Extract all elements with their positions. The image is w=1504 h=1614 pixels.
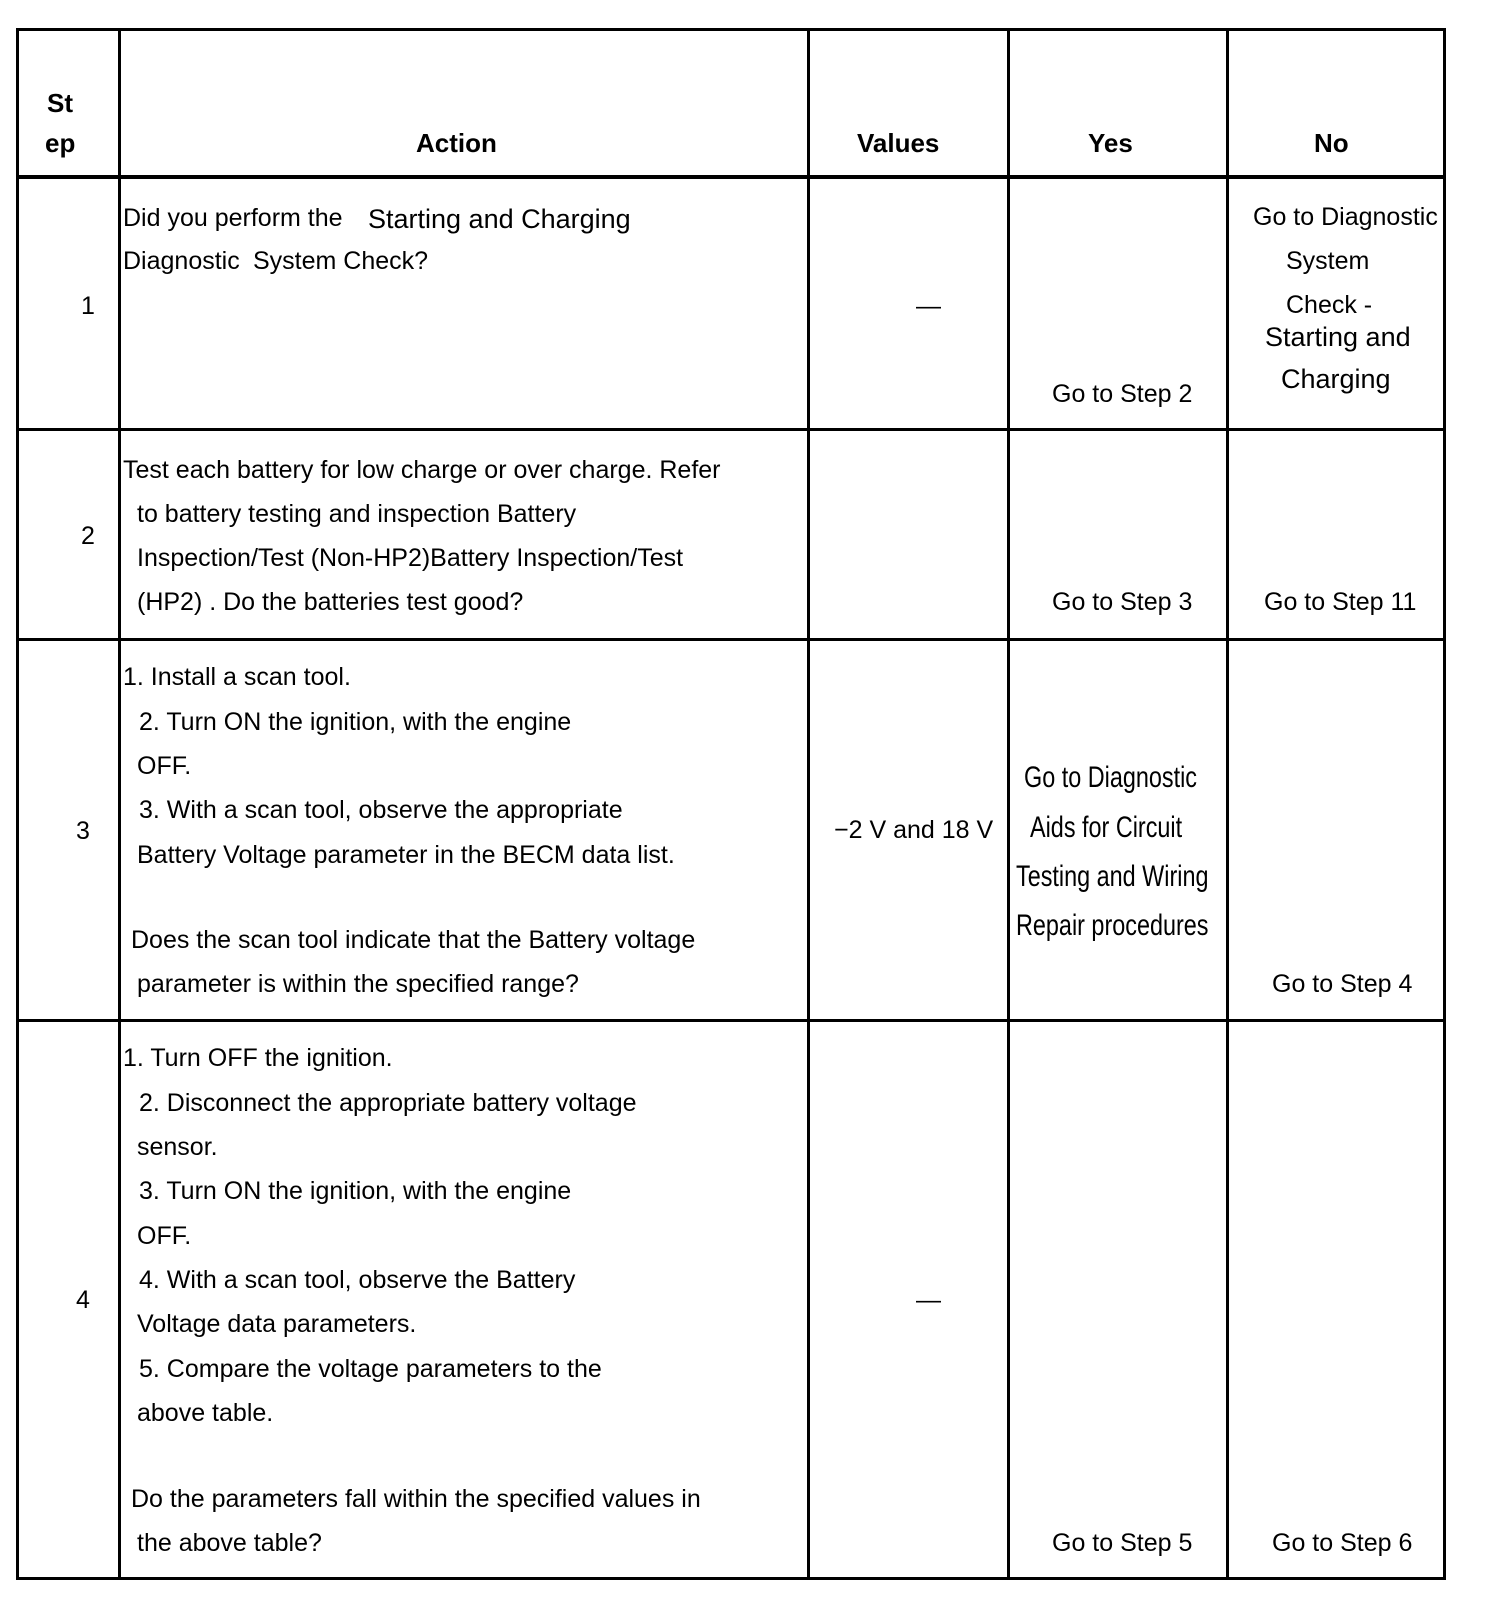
header-no: No — [1314, 128, 1349, 158]
row3-yes-line1: Go to Diagnostic — [1024, 761, 1197, 794]
row3-yes-line2: Aids for Circuit — [1030, 811, 1183, 844]
row1-action-line4: System Check? — [253, 247, 429, 275]
row2-step: 2 — [81, 522, 95, 550]
grid-header-bottom — [16, 175, 1446, 179]
row1-no-line3: Check - — [1286, 291, 1373, 319]
header-yes: Yes — [1088, 128, 1133, 158]
row4-value: — — [916, 1286, 941, 1314]
row3-yes-line3: Testing and Wiring — [1016, 860, 1209, 893]
row3-action-line1: 1. Install a scan tool. — [123, 663, 351, 691]
row2-yes: Go to Step 3 — [1052, 588, 1193, 616]
row1-no-line2: System — [1286, 247, 1370, 275]
row3-action-line2: 2. Turn ON the ignition, with the engine — [139, 708, 572, 736]
row4-action-line2: 2. Disconnect the appropriate battery voltage — [139, 1089, 637, 1117]
grid-right-border — [1443, 28, 1446, 1580]
row1-step: 1 — [81, 292, 95, 320]
row3-action-line4: 3. With a scan tool, observe the appropriate — [139, 796, 623, 824]
row4-action-line3: sensor. — [137, 1133, 218, 1161]
row1-action-line2: Starting and Charging — [368, 204, 631, 234]
row2-no: Go to Step 11 — [1264, 588, 1417, 616]
grid-row1-bottom — [16, 428, 1446, 431]
header-values: Values — [857, 128, 940, 158]
grid-row2-bottom — [16, 638, 1446, 641]
row2-action-line1: Test each battery for low charge or over charge. Refer — [123, 456, 721, 484]
row4-action-line1: 1. Turn OFF the ignition. — [123, 1044, 393, 1072]
grid-bottom-border — [16, 1577, 1446, 1580]
row3-action-line5: Battery Voltage parameter in the BECM data list. — [137, 841, 675, 869]
header-step-line1: St — [47, 88, 73, 118]
row3-no: Go to Step 4 — [1272, 970, 1413, 998]
row3-action-line6: Does the scan tool indicate that the Battery voltage — [131, 926, 696, 954]
row3-value: −2 V and 18 V — [834, 816, 994, 844]
row1-action-line1: Did you perform the — [123, 204, 343, 232]
row4-action-line7: Voltage data parameters. — [137, 1310, 417, 1338]
row2-action-line3: Inspection/Test (Non-HP2)Battery Inspection/Test — [137, 544, 684, 572]
row3-value-cell — [810, 641, 1007, 1019]
row4-step: 4 — [76, 1286, 90, 1314]
grid-row3-bottom — [16, 1019, 1446, 1022]
row4-action-line8: 5. Compare the voltage parameters to the — [139, 1355, 602, 1383]
row4-action-line11: the above table? — [137, 1529, 322, 1557]
row3-action-line3: OFF. — [137, 752, 192, 780]
row4-action-line4: 3. Turn ON the ignition, with the engine — [139, 1177, 572, 1205]
row1-value: — — [916, 292, 941, 320]
header-step-line2: ep — [45, 128, 76, 158]
row4-no: Go to Step 6 — [1272, 1529, 1413, 1557]
row3-yes-line4: Repair procedures — [1016, 909, 1209, 942]
grid-col-step-action — [118, 28, 121, 1580]
grid-top-border — [16, 28, 1446, 31]
row3-action-line7: parameter is within the specified range? — [137, 970, 579, 998]
header-action: Action — [416, 128, 497, 158]
row4-yes: Go to Step 5 — [1052, 1529, 1193, 1557]
row4-action-line9: above table. — [137, 1399, 274, 1427]
row1-action-line3: Diagnostic — [123, 247, 240, 275]
row4-action-line6: 4. With a scan tool, observe the Battery — [139, 1266, 576, 1294]
row4-action-line5: OFF. — [137, 1222, 192, 1250]
row2-action-line2: to battery testing and inspection Battery — [137, 500, 577, 528]
row1-no-line5: Charging — [1281, 364, 1391, 394]
grid-col-values-yes — [1007, 28, 1010, 1580]
row4-action-line10: Do the parameters fall within the specified values in — [131, 1485, 701, 1513]
row3-step: 3 — [76, 817, 90, 845]
row1-no-line1: Go to Diagnostic — [1253, 203, 1438, 231]
grid-left-border — [16, 28, 19, 1580]
row2-action-line4: (HP2) . Do the batteries test good? — [137, 588, 524, 616]
row1-yes: Go to Step 2 — [1052, 380, 1193, 408]
row1-no-line4: Starting and — [1265, 322, 1411, 352]
row1-no-cell — [1229, 198, 1443, 428]
